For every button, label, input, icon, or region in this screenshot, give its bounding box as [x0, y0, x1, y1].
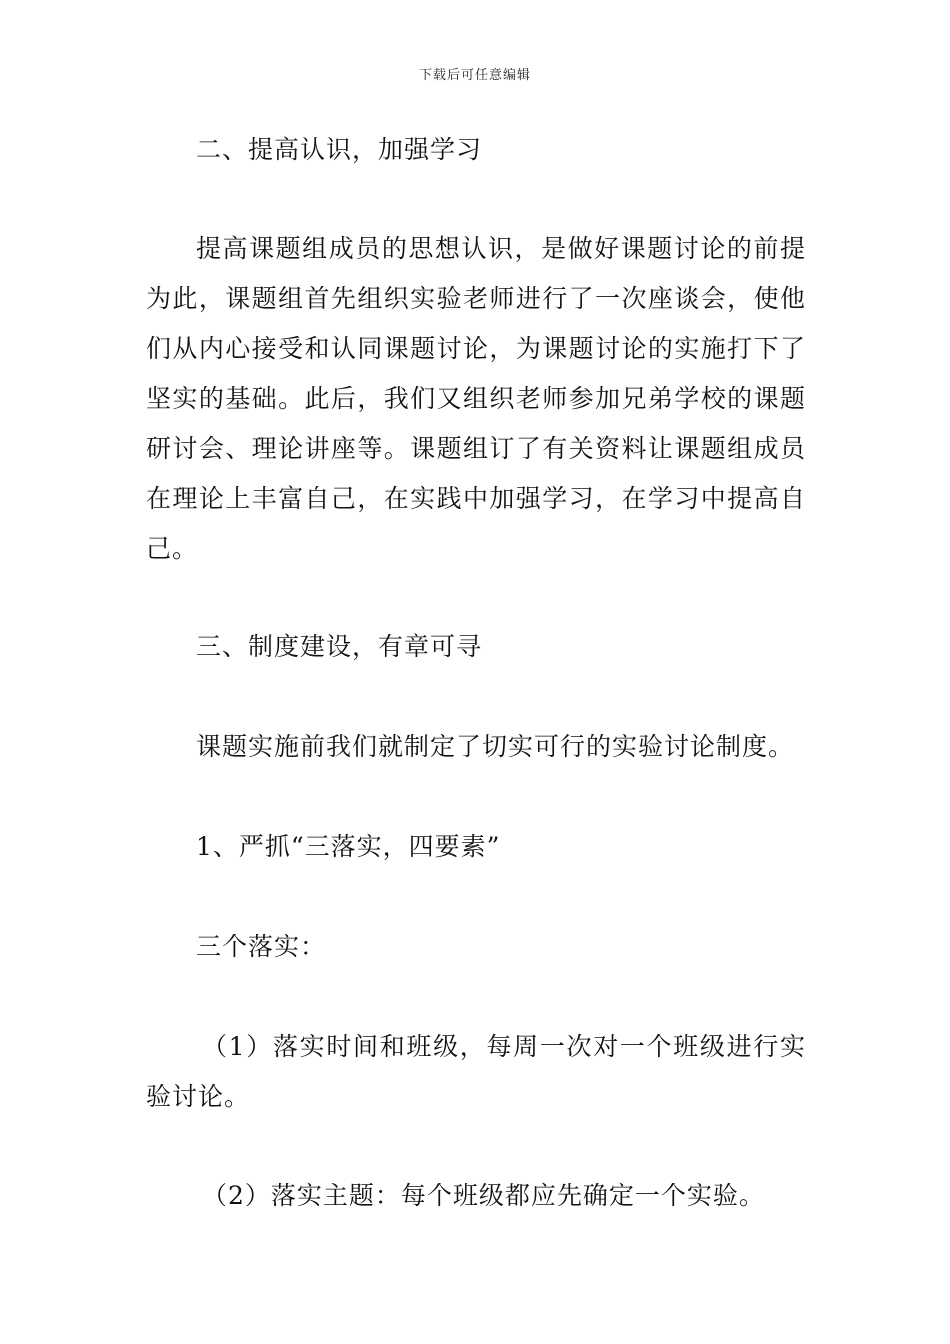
list-item-2: （2）落实主题：每个班级都应先确定一个实验。 — [202, 1181, 765, 1210]
section-heading-3: 三、制度建设，有章可寻 — [196, 632, 483, 661]
list-label: 三个落实： — [196, 932, 327, 961]
page-header: 下载后可任意编辑 — [418, 68, 531, 83]
body-paragraph-1: 提高课题组成员的思想认识，是做好课题讨论的前提为此，课题组首先组织实验老师进行了一次座谈会，使他们从内心接受和认同课题讨论，为课题讨论的实施打下了坚实的基础。此后，我们又组织老师参加兄弟学校的课题研讨会、理论讲座等。课题组订了有关资料让课题组成员在理论上丰富自己，在实践中加强学习，在学习中提高自己。 — [146, 234, 806, 563]
list-item-1: （1）落实时间和班级，每周一次对一个班级进行实验讨论。 — [146, 1032, 806, 1111]
section-heading-2: 二、提高认识，加强学习 — [196, 135, 483, 164]
body-paragraph-2: 课题实施前我们就制定了切实可行的实验讨论制度。 — [196, 732, 795, 761]
subsection-heading-1: 1、严抓“三落实，四要素” — [196, 832, 501, 861]
